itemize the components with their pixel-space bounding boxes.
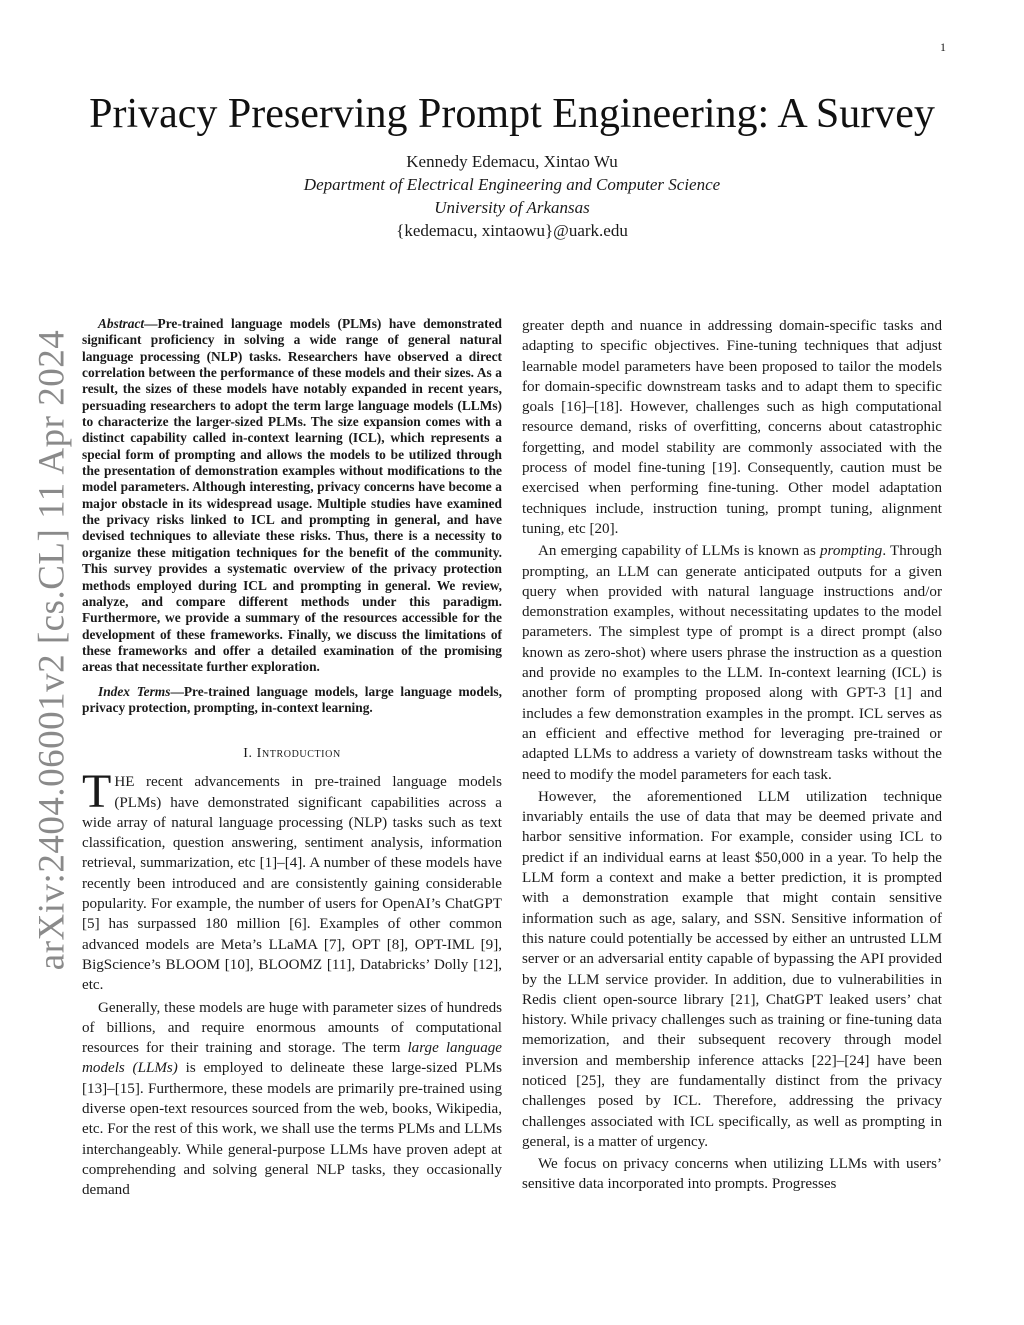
index-terms [82,684,502,717]
right-column [522,316,942,1195]
left-column [82,316,502,1200]
first-word: HE [114,774,135,791]
intro-paragraph-4 [522,541,942,785]
abstract-label: Abstract [98,316,145,331]
abstract-text: —Pre-trained language models (PLMs) have demonstrated significant proficiency in solving a wide range of general natural language processing (NLP) tasks. Researchers have observed a direct correlation between the performance of these models and their sizes. As a result, the sizes of these models have notably expanded in recent years, persuading researchers to adopt the term large language models (LLMs) to characterize the larger-sized PLMs. The size expansion comes with a distinct capability called in-context learning (ICL), which represents a special form of prompting and allows the models to be utilized through the presentation of demonstration examples without modifications to the model parameters. Although interesting, privacy concerns have become a major obstacle in its widespread usage. Multiple studies have examined the privacy risks linked to ICL and prompting in general, and have devised techniques to alleviate these risks. Thus, there is a necessity to organize these mitigation techniques for the benefit of the community. This survey provides a systematic overview of the privacy protection methods employed during ICL and prompting in general. We review, analyze, and compare different methods under this paradigm. Furthermore, we provide a summary of the resources accessible for the development of these frameworks. Finally, we discuss the limitations of these frameworks and offer a detailed examination of the promising areas that necessitate further exploration. [82,316,502,675]
arxiv-stamp-text: arXiv:2404.06001v2 [cs.CL] 11 Apr 2024 [31,329,73,971]
intro-paragraph-5: However, the aforementioned LLM utilization technique invariably entails the use of data that may be deemed private and harbor sensitive information. For example, consider using ICL to predict if an individual earns at least $50,000 in a year. To help the LLM form a context and make a better prediction, it is prompted with a demonstration example that might contain sensitive information such as age, salary, and SSN. Sensitive information of this nature could potentially be accessed by either an untrusted LLM server or an adversarial entity capable of bypassing the API provided by the LLM service provider. In addition, due to vulnerabilities in Redis client open-source library [21], ChatGPT leaked users’ chat history. While privacy challenges such as training or fine-tuning data memorization, and their subsequent recovery through model inversion and membership inference attacks [22]–[24] have been noticed [25], they are fundamentally distinct from the privacy challenges posed by ICL. Therefore, addressing the privacy challenges associated with ICL specifically, as well as prompting in general, is a matter of urgency. [522,788,942,1150]
intro-p1-text: recent advancements in pre-trained language models (PLMs) have demonstrated significant capabilities across a wide array of natural language processing (NLP) tasks such as text classification, question answering, sentiment analysis, information retrieval, summarization, etc [1]–[4]. A number of these models have recently been introduced and are consistently gaining considerable popularity. For example, the number of users for OpenAI’s ChatGPT [5] has surpassed 180 million [6]. Examples of other common advanced models are Meta’s LLaMA [7], OPT [8], OPT-IML [9], BigScience’s BLOOM [10], BLOOMZ [11], Databricks’ Dolly [12], etc. [82,774,502,994]
intro-paragraph-1 [82,765,502,995]
index-terms-text: —Pre-trained language models, large language models, privacy protection, prompting, in-context learning. [82,683,502,715]
intro-p2-italic: large language models (LLMs) [82,1040,502,1077]
affiliation-department: Department of Electrical Engineering and Computer Science [303,175,721,194]
page-number: 1 [940,40,946,54]
intro-p4-text-b: . Through prompting, an LLM can generate anticipated outputs for a given query when provided with natural language instructions and/or demonstration examples, without necessitating updates to the model parameters. The simplest type of prompt is a direct prompt (also known as zero-shot) where users phrase the instruction as a question and provide no examples to the LLM. In-context learning (ICL) is another form of prompting proposed along with GPT-3 [1] and includes a few demonstration examples in the prompt. ICL serves as an efficient and effective method for leveraging pre-trained or adapted LLMs to address a variety of downstream tasks without the need to modify the model parameters for each task. [522,543,942,783]
intro-p4-italic: prompting [820,543,883,560]
paper-title: Privacy Preserving Prompt Engineering: A Survey [89,91,935,137]
intro-p2-text-a: Generally, these models are huge with parameter sizes of hundreds of billions, and require enormous amounts of computational resources for their training and storage. The term [82,999,502,1057]
abstract [82,316,502,676]
intro-paragraph-6: We focus on privacy concerns when utilizing LLMs with users’ sensitive data incorporated into prompts. Progresses [522,1156,942,1193]
intro-paragraph-3: greater depth and nuance in addressing domain-specific tasks and adapting to specific objectives. Fine-tuning techniques that adjust learnable model parameters have been proposed to tailor the models for domain-specific downstream tasks and to adapt them to specific goals [16]–[18]. However, challenges such as high computational resource demand, risks of overfitting, concerns about catastrophic forgetting, and model stability are commonly associated with the process of model fine-tuning [19]. Consequently, caution must be exercised when performing fine-tuning. Other model adaptation techniques include, instruction tuning, prompt tuning, alignment tuning, etc [20]. [522,318,942,537]
affiliation-university: University of Arkansas [434,198,590,217]
authors: Kennedy Edemacu, Xintao Wu [406,152,618,171]
drop-cap: T [82,765,112,819]
intro-p4-text-a: An emerging capability of LLMs is known as [538,543,820,560]
intro-paragraph-2 [82,998,502,1201]
author-email: {kedemacu, xintaowu}@uark.edu [396,221,628,240]
intro-p2-text-b: is employed to delineate these large-sized PLMs [13]–[15]. Furthermore, these models are primarily pre-trained using diverse open-text resources sourced from the web, books, Wikipedia, etc. For the rest of this work, we shall use the terms PLMs and LLMs interchangeably. While general-purpose LLMs have proven adept at comprehending and solving general NLP tasks, they occasionally demand [82,1060,502,1199]
section-heading-introduction: I. Introduction [243,746,341,762]
author-block [0,150,1024,242]
index-terms-label: Index Terms [98,683,171,699]
